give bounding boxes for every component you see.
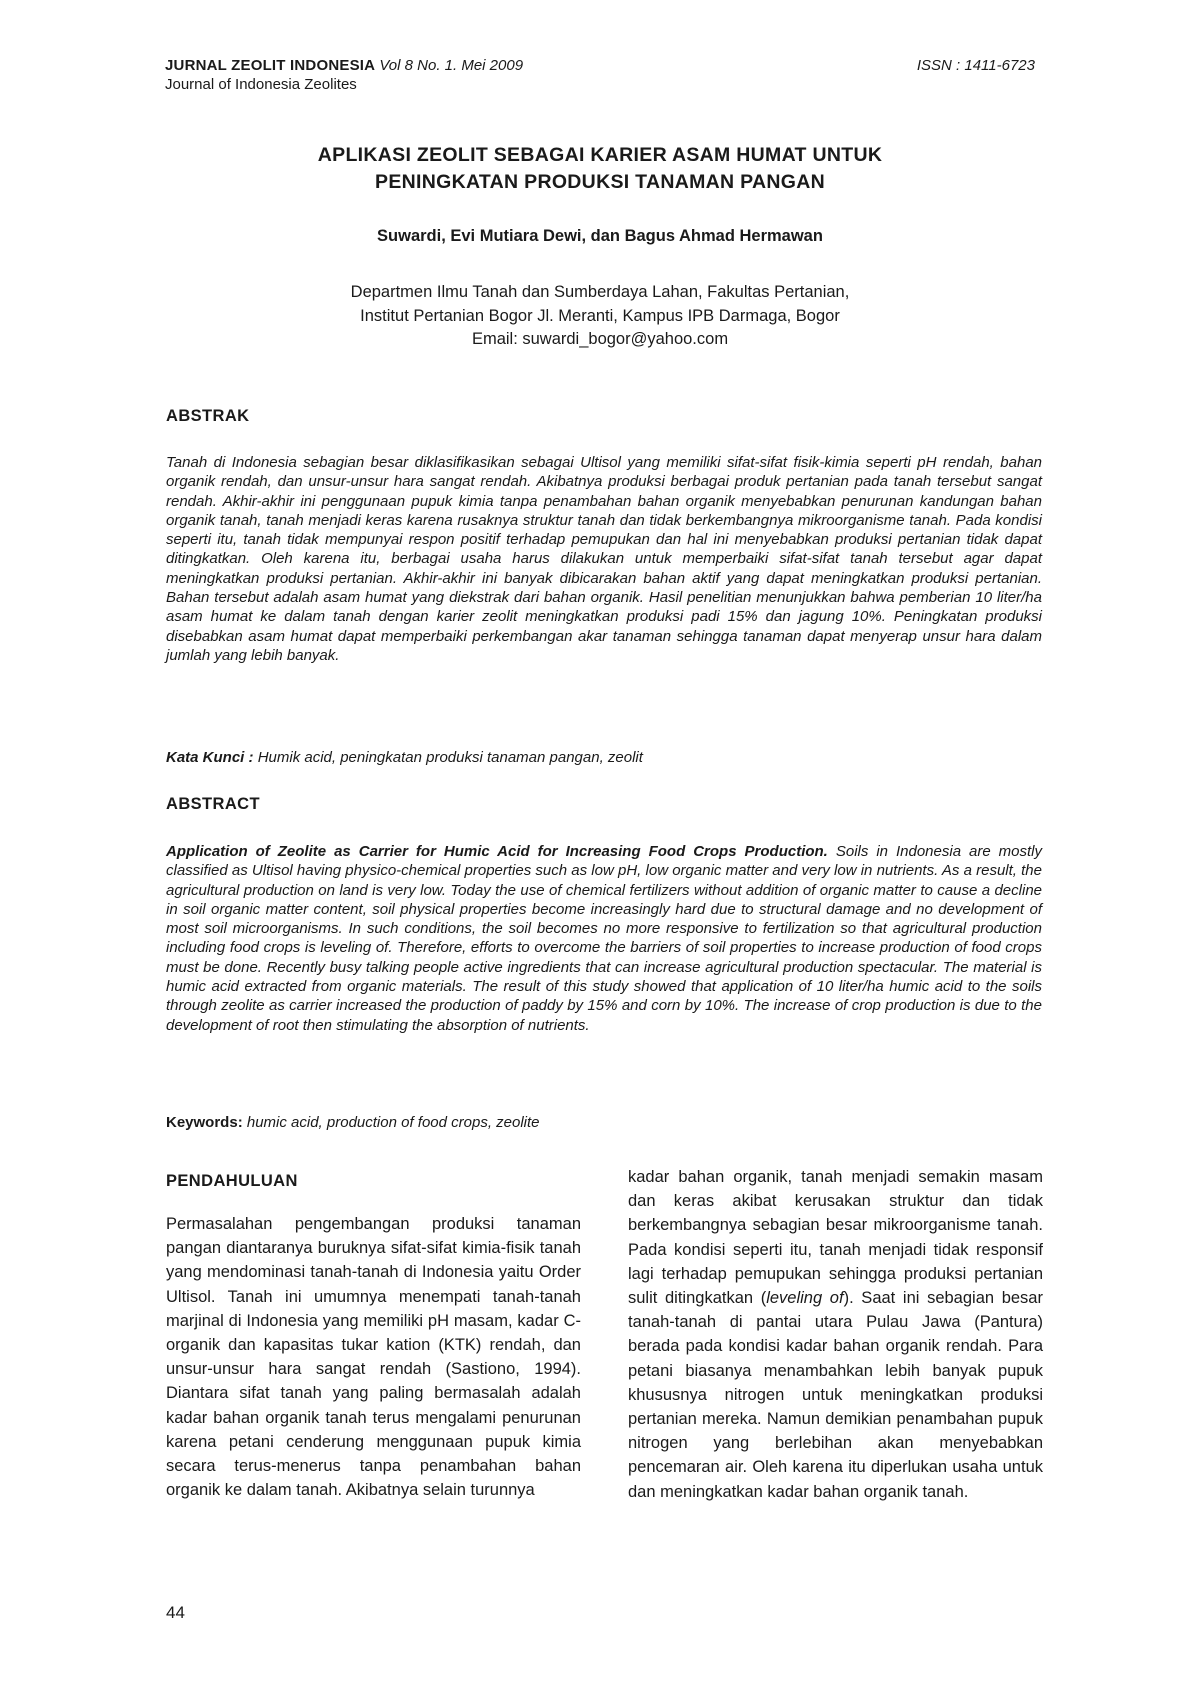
abstrak-text: Tanah di Indonesia sebagian besar diklasifikasikan sebagai Ultisol yang memiliki sifat-sifat fisik-kimia seperti pH rendah, bahan organik rendah, dan unsur-unsur hara sangat rendah. Akibatnya produksi berbagai produk pertanian pada tanah tersebut sangat rendah. Akhir-akhir ini penggunaan pupuk kimia tanpa penambahan bahan organik menyebabkan penurunan kandungan bahan organik tanah, tanah menjadi keras karena rusaknya struktur tanah dan tidak berkembangnya mikroorganisme tanah. Pada kondisi seperti itu, tanah tidak mempunyai respon positif terhadap pemupukan dan hal ini menyebabkan produksi pertanian tidak dapat ditingkatkan. Oleh karena itu, berbagai usaha harus dilakukan untuk memperbaiki sifat-sifat tanah tersebut agar dapat meningkatkan produksi pertanian. Akhir-akhir ini banyak dibicarakan bahan aktif yang dapat meningkatkan produksi pertanian. Bahan tersebut adalah asam humat yang diekstrak dari bahan organik. Hasil penelitian menunjukkan bahwa pemberian 10 liter/ha asam humat ke dalam tanah dengan karier zeolit meningkatkan produksi padi 15% dan jagung 10%. Peningkatan produksi disebabkan asam humat dapat memperbaiki perkembangan akar tanaman sehingga tanaman dapat menyerap unsur hara dalam jumlah yang lebih banyak. (166, 454, 1042, 664)
abstract-text: Soils in Indonesia are mostly classified as Ultisol having physico-chemical properties such as low pH, low organic matter and very low in nutrients. As a result, the agricultural production on land is very low. Today the use of chemical fertilizers without addition of organic matter to cause a decline in soil organic matter content, soil physical properties become increasingly hard due to structural damage and no development of most soil microorganisms. In such conditions, the soil becomes no more responsive to fertilization so that agricultural production including food crops is leveling of. Therefore, efforts to overcome the barriers of soil properties to increase production of food crops must be done. Recently busy talking people active ingredients that can increase agricultural production spectacular. The material is humic acid extracted from organic materials. The result of this study showed that application of 10 liter/ha humic acid to the soils through zeolite as carrier increased the production of paddy by 15% and corn by 10%. The increase of crop production is due to the development of root then stimulating the absorption of nutrients. (166, 843, 1042, 1034)
issn: ISSN : 1411-6723 (916, 57, 1035, 74)
affiliation-line-2: Institut Pertanian Bogor Jl. Meranti, Kampus IPB Darmaga, Bogor (360, 306, 840, 325)
abstract-heading: ABSTRACT (166, 795, 260, 813)
pendahuluan-right-column (628, 1165, 1043, 1504)
abstract-body (166, 842, 1042, 1035)
right-column-part-a: kadar bahan organik, tanah menjadi semakin masam dan keras akibat kerusakan struktur dan tidak berkembangnya sebagian besar mikroorganisme tanah. Pada kondisi seperti itu, tanah menjadi tidak responsif lagi terhadap pemupukan sehingga produksi pertanian sulit ditingkatkan ( (628, 1168, 1043, 1308)
page-number: 44 (166, 1603, 185, 1622)
right-column-part-b: ). Saat ini sebagian besar tanah-tanah di pantai utara Pulau Jawa (Pantura) berada pada kondisi kadar bahan organik rendah. Para petani biasanya menambahkan lebih banyak pupuk khususnya nitrogen untuk meningkatkan produksi pertanian mereka. Namun demikian penambahan pupuk nitrogen yang berlebihan akan menyebabkan pencemaran air. Oleh karena itu diperlukan usaha untuk dan meningkatkan kadar bahan organik tanah. (628, 1289, 1043, 1501)
keywords-label: Keywords: (166, 1114, 243, 1131)
abstrak-heading: ABSTRAK (166, 407, 250, 425)
keywords (166, 1113, 1042, 1132)
kata-kunci (166, 748, 1042, 767)
affiliation-line-1: Departmen Ilmu Tanah dan Sumberdaya Lahan, Fakultas Pertanian, (350, 283, 850, 301)
paper-title (165, 142, 1035, 196)
running-header (165, 56, 1035, 94)
title-line-2: PENINGKATAN PRODUKSI TANAMAN PANGAN (375, 171, 825, 193)
right-column-italic: leveling of (766, 1289, 844, 1308)
pendahuluan-heading: PENDAHULUAN (166, 1172, 298, 1190)
keywords-values: humic acid, production of food crops, zeolite (246, 1114, 540, 1131)
pendahuluan-left-column: Permasalahan pengembangan produksi tanaman pangan diantaranya buruknya sifat-sifat kimia-fisik tanah yang mendominasi tanah-tanah di Indonesia yaitu Order Ultisol. Tanah ini umumnya menempati tanah-tanah marjinal di Indonesia yang memiliki pH masam, kadar C-organik dan kapasitas tukar kation (KTK) rendah, dan unsur-unsur hara sangat rendah (Sastiono, 1994). Diantara sifat tanah yang paling bermasalah adalah kadar bahan organik tanah terus mengalami penurunan karena petani cenderung menggunaan pupuk kimia secara terus-menerus tanpa penambahan bahan organik ke dalam tanah. Akibatnya selain turunnya (166, 1215, 581, 1500)
authors: Suwardi, Evi Mutiara Dewi, dan Bagus Ahmad Hermawan (377, 227, 823, 245)
kata-kunci-values: Humik acid, peningkatan produksi tanaman pangan, zeolit (257, 749, 643, 766)
journal-subtitle: Journal of Indonesia Zeolites (165, 76, 357, 93)
journal-citation (165, 56, 523, 75)
journal-name: JURNAL ZEOLIT INDONESIA (165, 57, 376, 74)
author-email: Email: suwardi_bogor@yahoo.com (471, 330, 729, 348)
title-line-1: APLIKASI ZEOLIT SEBAGAI KARIER ASAM HUMAT UNTUK (317, 144, 883, 166)
kata-kunci-label: Kata Kunci : (166, 749, 254, 766)
abstract-title: Application of Zeolite as Carrier for Humic Acid for Increasing Food Crops Production. (166, 843, 828, 860)
volume-info: Vol 8 No. 1. Mei 2009 (379, 57, 524, 74)
affiliation (165, 281, 1035, 352)
